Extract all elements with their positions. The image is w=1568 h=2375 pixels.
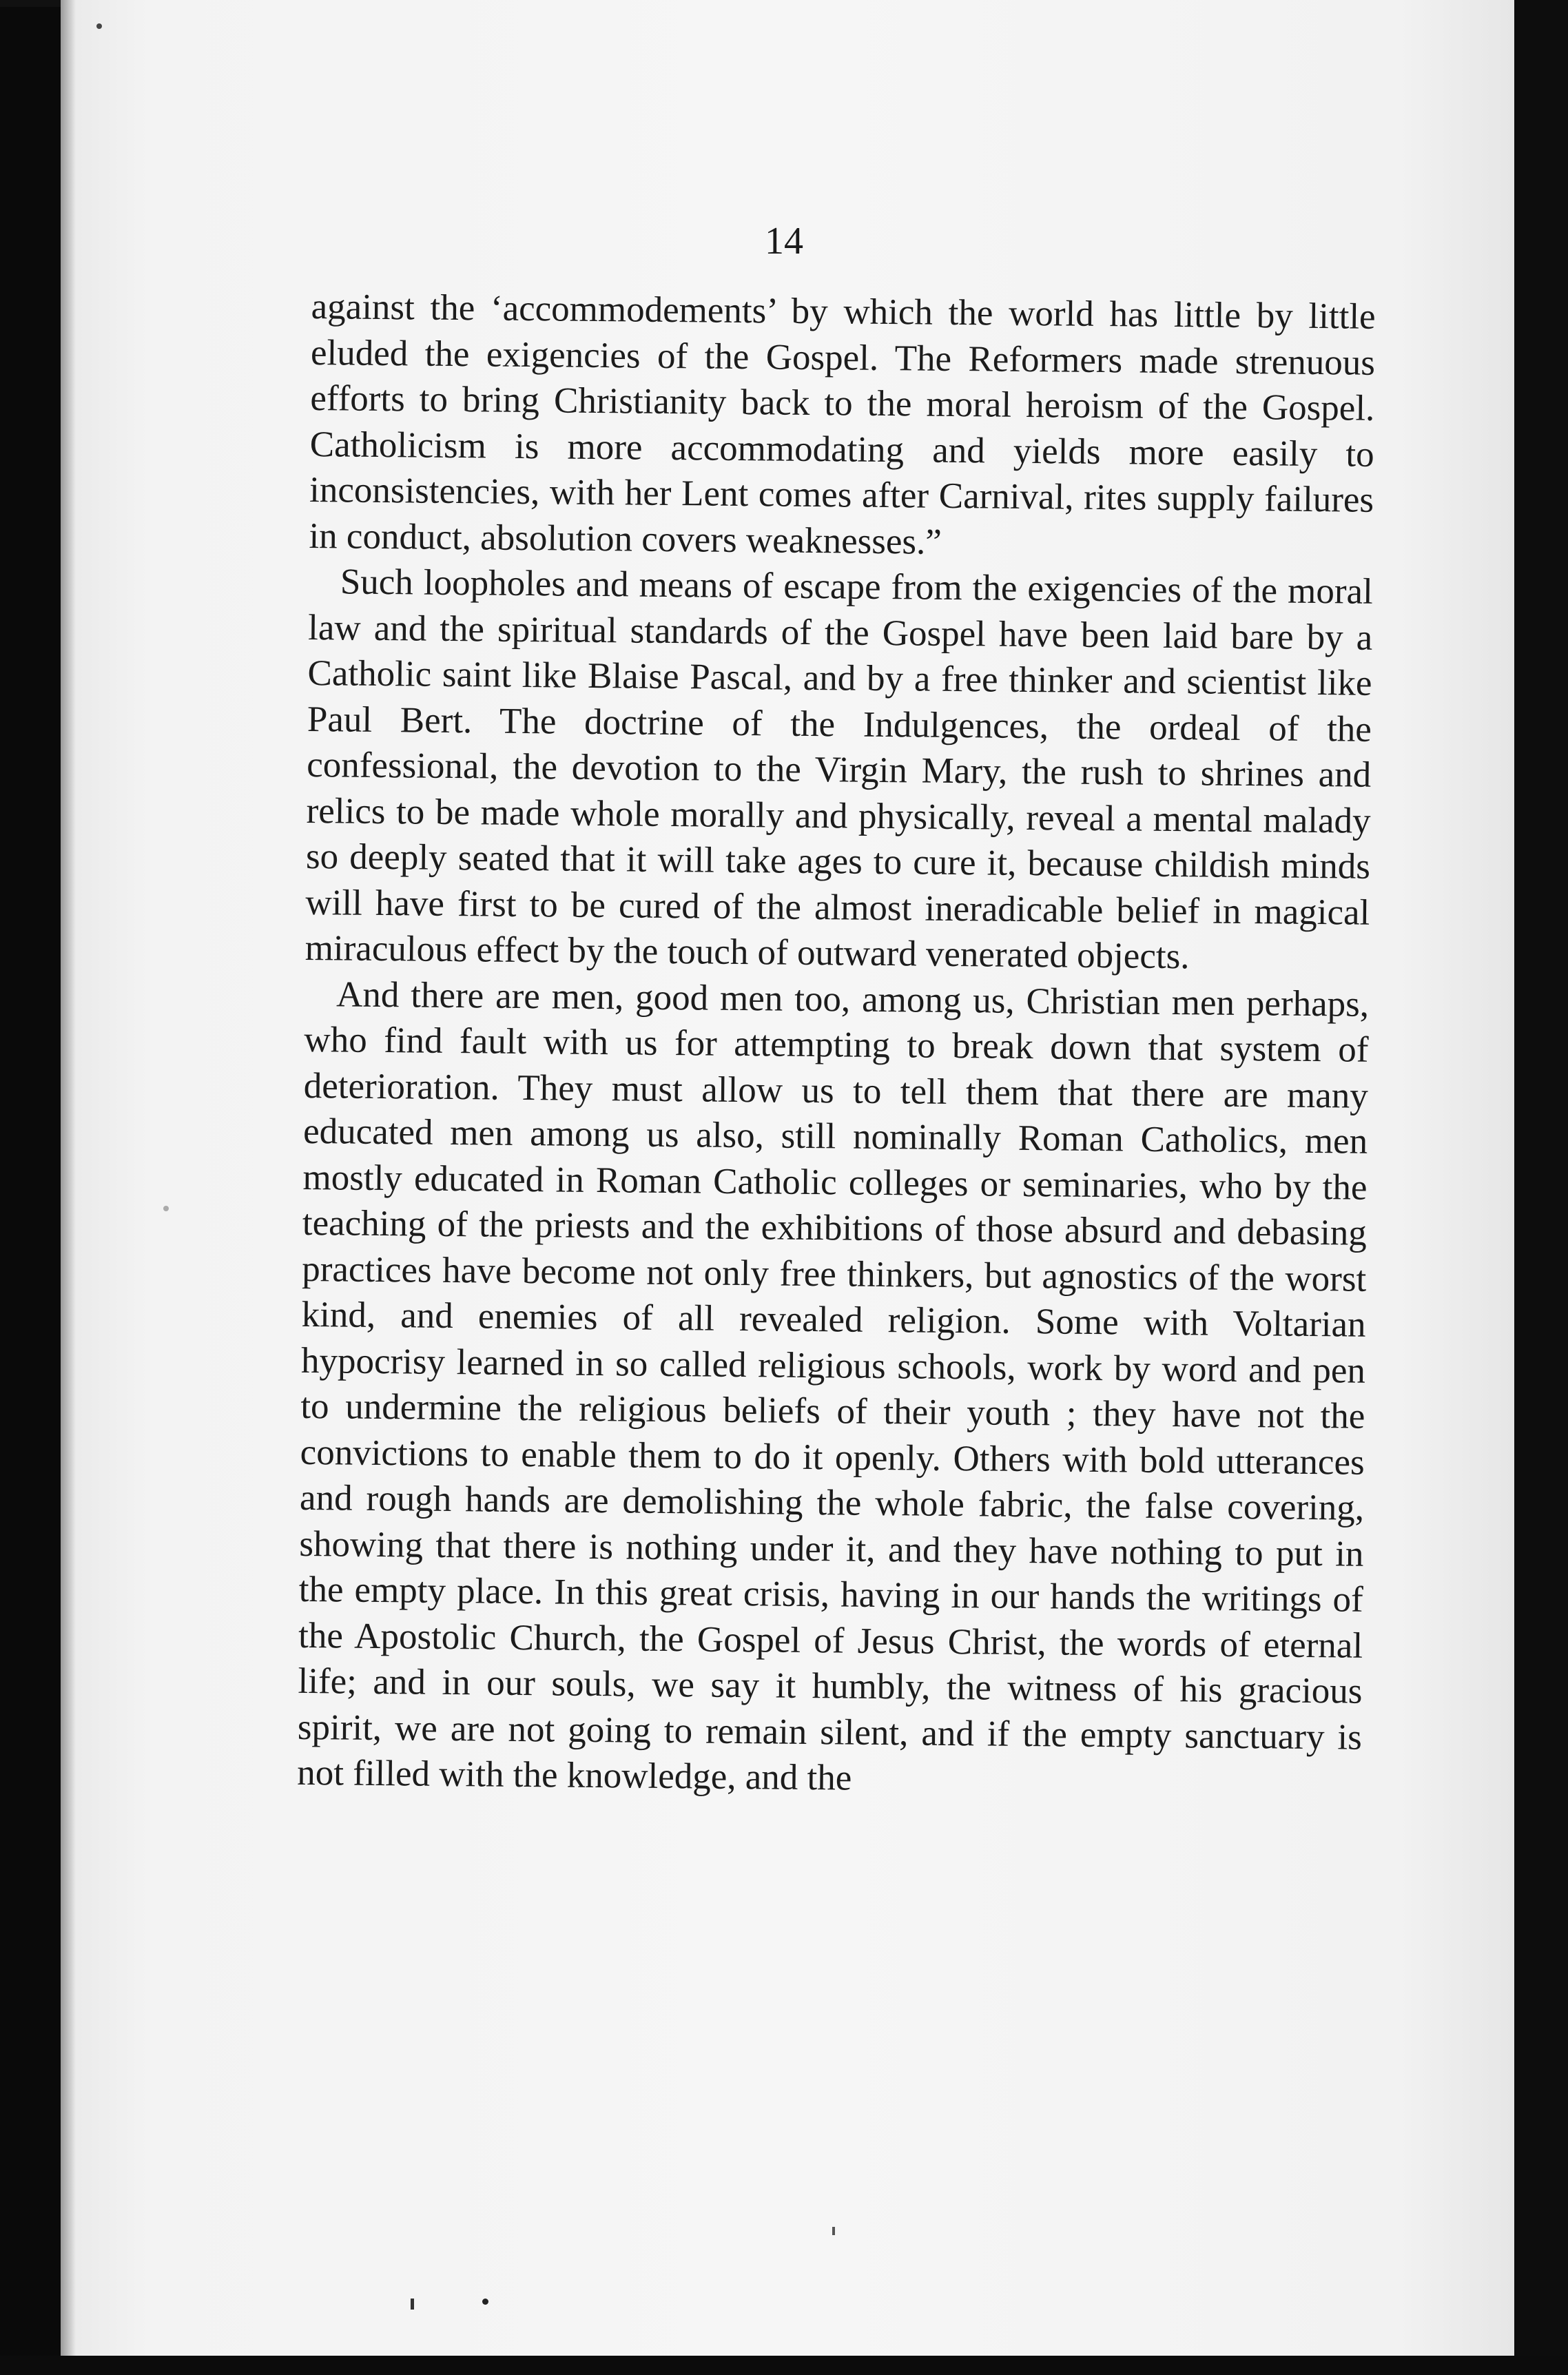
- scan-bottom-edge: [0, 2356, 1568, 2375]
- binding-shadow: [61, 0, 76, 2375]
- paragraph: against the ‘accommodements’ by which the world has little by little eluded the exigencies of the Gospel. The Reformers made strenuous efforts to bring Christianity back to the moral heroism of the Gospel. Catholicism is more accommodating and yields more easily to inconsistencies, with her Lent comes after Carnival, rites supply failures in conduct, absolution covers weaknesses.”: [309, 286, 1376, 562]
- paragraph: Such loopholes and means of escape from the exigencies of the moral law and the spiritual standards of the Gospel have been laid bare by a Catholic saint like Blaise Pascal, and by a free thinker and scientist like Paul Bert. The doctrine of the Indulgences, the ordeal of the confessional, the devotion to the Virgin Mary, the rush to shrines and relics to be made whole morally and physically, reveal a mental malady so deeply seated that it will take ages to cure it, because childish minds will have first to be cured of the almost ineradicable belief in magical miraculous effect by the touch of outward venerated objects.: [305, 562, 1374, 977]
- speck-mark: [832, 2227, 835, 2235]
- scan-right-edge: [1514, 0, 1568, 2375]
- speck-mark: [96, 23, 102, 29]
- speck-mark: [163, 1206, 169, 1211]
- page-number: 14: [765, 220, 803, 263]
- paragraph: And there are men, good men too, among us, Christian men perhaps, who find fault with us for attempting to break down that system of deterioration. They must allow us to tell them that there are many educated men among us also, still nominally Roman Catholics, men mostly educated in Roman Catholic colleges or seminaries, who by the teaching of the priests and the exhibitions of those absurd and debasing practices have become not only free thinkers, but agnostics of the worst kind, and enemies of all revealed religion. Some with Voltarian hypocrisy learned in so called religious schools, work by word and pen to undermine the religious beliefs of their youth ; they have not the convictions to enable them to do it openly. Others with bold utterances and rough hands are demolishing the whole fabric, the false covering, showing that there is nothing under it, and they have nothing to put in the empty place. In this great crisis, having in our hands the writings of the Apostolic Church, the Gospel of Jesus Christ, the words of eternal life; and in our souls, we say it humbly, the witness of his gracious spirit, we are not going to remain silent, and if the empty sanctuary is not filled with the knowledge, and the: [296, 974, 1370, 1798]
- body-text: [297, 284, 1376, 1806]
- speck-mark: [411, 2299, 414, 2310]
- speck-mark: [482, 2299, 488, 2305]
